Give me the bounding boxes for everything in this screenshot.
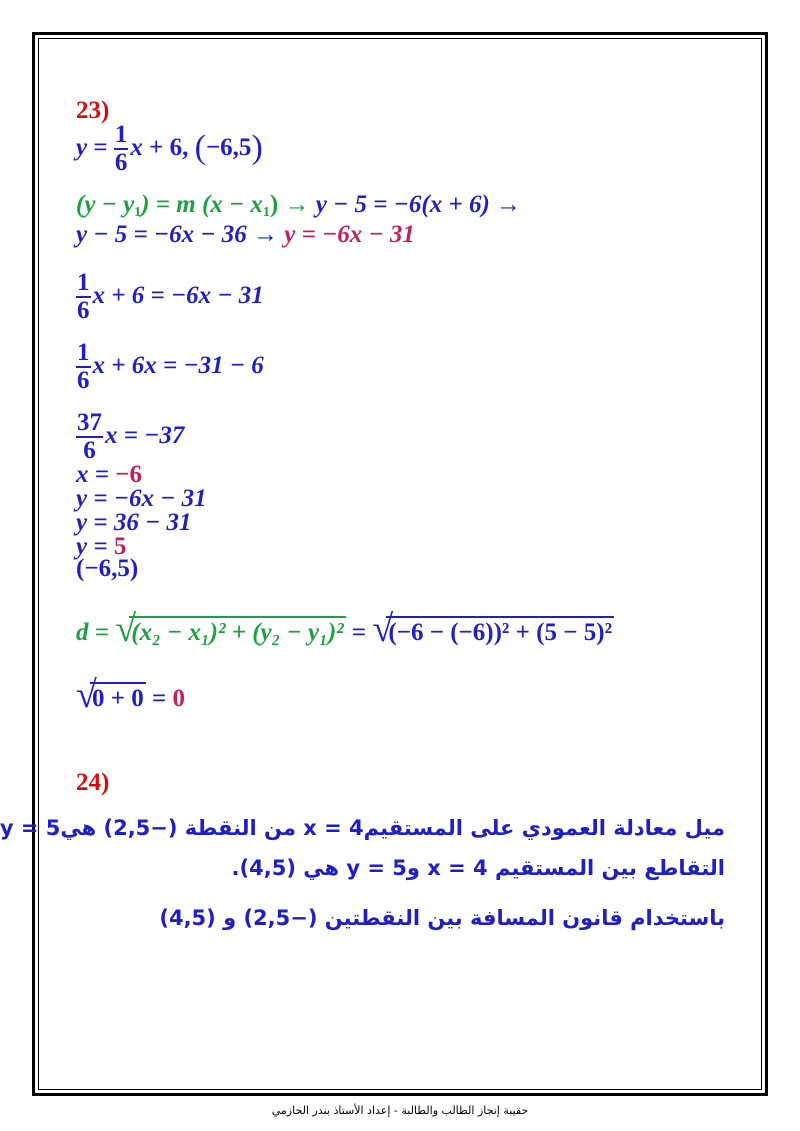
distance-formula-line: d = √ (x₂ − x₁)² + (y₂ − y₁)² = √ (−6 − (−6))² + (5 − 5)²	[76, 608, 613, 650]
problem-24-number: 24)	[76, 769, 110, 796]
equation-step-2: $\frac{1}{6}$ x + 6x = −31 − 6	[77, 339, 264, 395]
y-substitution: y = −6x − 31	[76, 485, 207, 512]
problem-23-given-line: y = $\frac{1}{6}$ x + 6, (−6,5)	[76, 121, 263, 177]
y-evaluation: y = 36 − 31	[76, 509, 192, 536]
distance-result: √ 0 + 0 = 0	[76, 674, 185, 716]
point-slope-line: $(y - y_1) = m$ $(x - x_1) \to y - 5 = -6(x + 6)$ →	[76, 191, 522, 220]
problem-24-text-line-1: ميل معادلة العمودي على المستقيم4 = x من النقطة (−2,5) هي5 = y	[0, 816, 725, 840]
x-solution: x = −6	[76, 461, 142, 488]
problem-24-text-line-3: باستخدام قانون المسافة بين النقطتين (−2,5) و (4,5)	[159, 906, 725, 930]
intersection-point: (−6,5)	[76, 555, 139, 582]
problem-23-number: 23)	[76, 97, 110, 124]
line-equation-result: y − 5 = −6x − 36 → y = −6x − 31	[76, 221, 415, 248]
page-footer: حقيبة إنجاز الطالب والطالبة - إعداد الأستاذ بندر الحازمي	[271, 1104, 529, 1117]
problem-24-text-line-2: التقاطع بين المستقيم 4 = x و5 = y هي (4,5).	[231, 856, 725, 880]
equation-step-1: $\frac{1}{6}$ x + 6 = −6x − 31	[77, 269, 264, 325]
equation-step-3: $\frac{37}{6}$ x = −37	[77, 409, 185, 465]
y-solution: y = 5	[76, 533, 127, 560]
